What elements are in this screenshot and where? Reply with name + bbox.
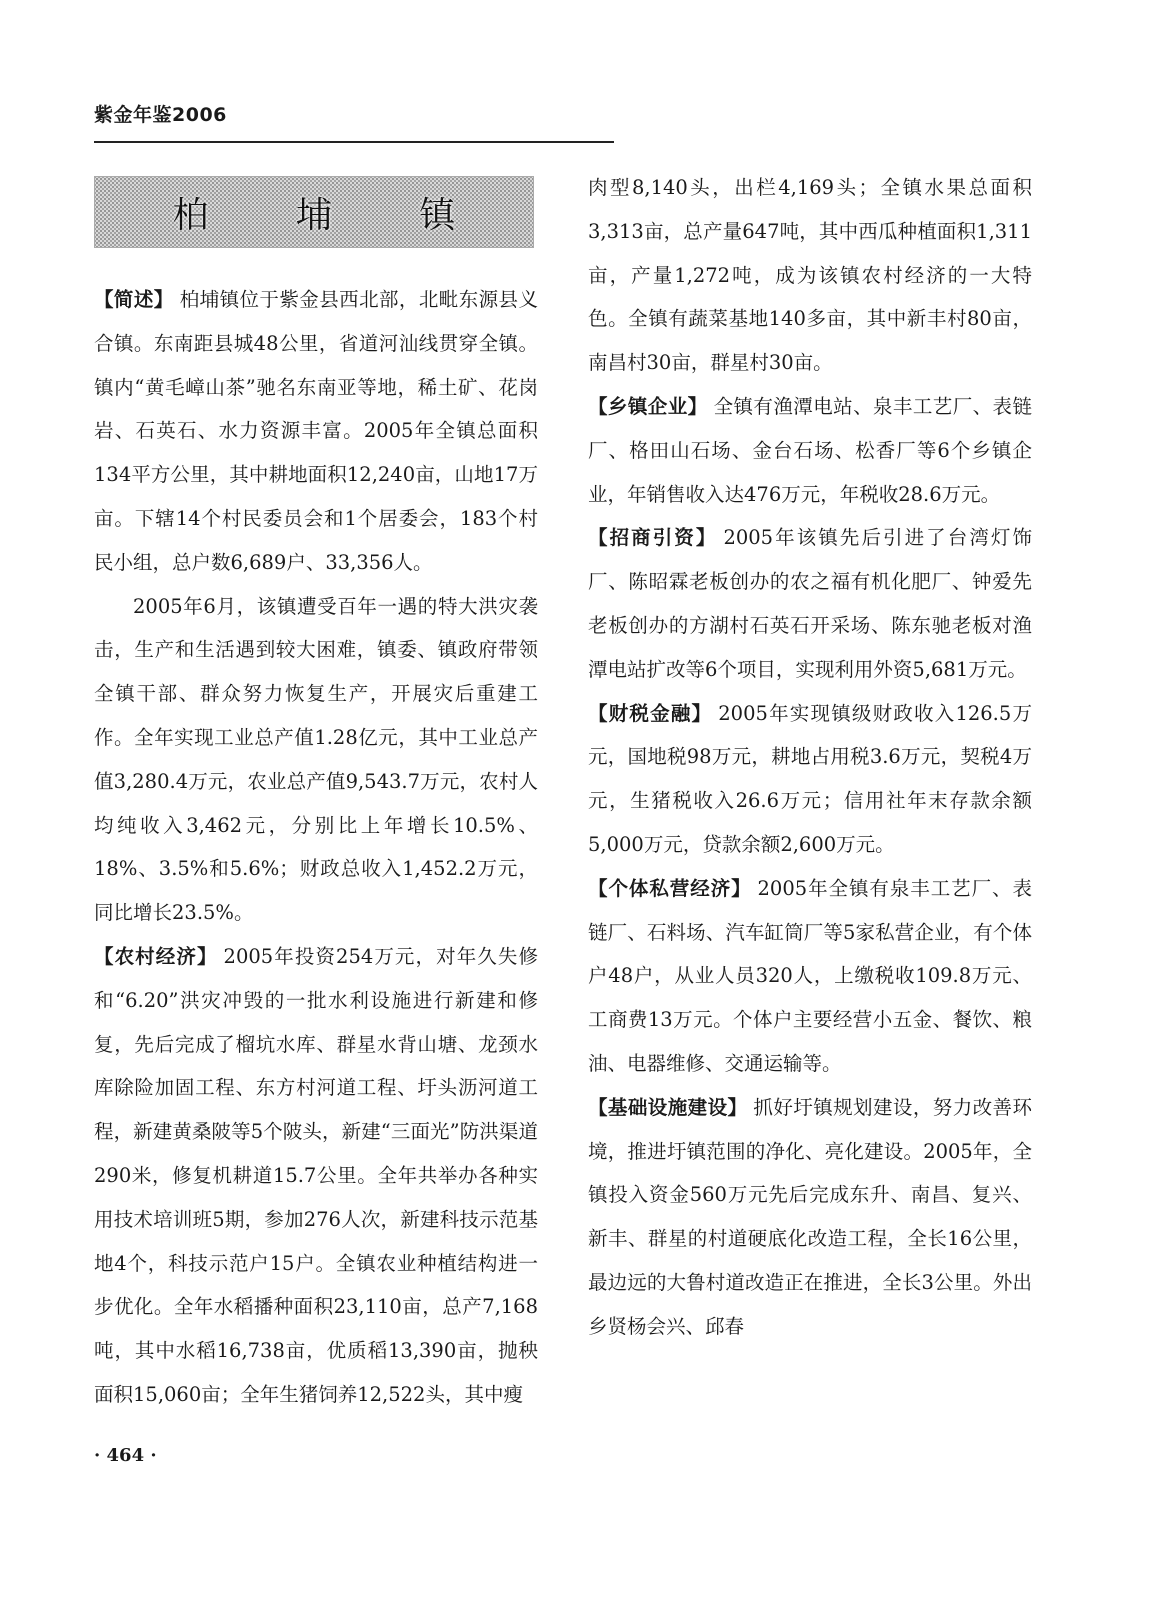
paragraph-text: 2005年该镇先后引进了台湾灯饰厂、陈昭霖老板创办的农之福有机化肥厂、钟爱先老板创办的方湖村石英石开采场、陈东驰老板对渔潭电站扩改等6个项目，实现利用外资5,681万元。 — [588, 526, 1032, 681]
section-heading: 【财税金融】 — [588, 701, 713, 725]
paragraph-private-economy — [588, 867, 1032, 1086]
section-heading: 【招商引资】 — [588, 526, 718, 550]
section-heading: 【农村经济】 — [94, 944, 218, 968]
section-heading: 【个体私营经济】 — [588, 876, 752, 900]
paragraph-text: 2005年实现镇级财政收入126.5万元，国地税98万元，耕地占用税3.6万元，契税4万元，生猪税收入26.6万元；信用社年末存款余额5,000万元，贷款余额2,600万元。 — [588, 701, 1032, 856]
paragraph-investment — [588, 516, 1032, 691]
article-title: 柏 埔 镇 — [172, 194, 494, 236]
paragraph-text: 柏埔镇位于紫金县西北部，北毗东源县义合镇。东南距县城48公里，省道河汕线贯穿全镇。镇内“黄毛嶂山茶”驰名东南亚等地，稀土矿、花岗岩、石英石、水力资源丰富。2005年全镇总面积134平方公里，其中耕地面积12,240亩，山地17万亩。下辖14个村民委员会和1个居委会，183个村民小组，总户数6,689户、33,356人。 — [94, 288, 538, 574]
paragraph-rural-economy-cont — [588, 166, 1032, 385]
paragraph-overview — [94, 278, 538, 585]
section-heading: 【乡镇企业】 — [588, 394, 708, 418]
left-column — [94, 278, 538, 1417]
paragraph-text: 2005年6月，该镇遭受百年一遇的特大洪灾袭击，生产和生活遇到较大困难，镇委、镇政府带领全镇干部、群众努力恢复生产，开展灾后重建工作。全年实现工业总产值1.28亿元，其中工业总产值3,280.4万元，农业总产值9,543.7万元，农村人均纯收入3,462元，分别比上年增长10.5%、18%、3.5%和5.6%；财政总收入1,452.2万元，同比增长23.5%。 — [94, 594, 538, 925]
paragraph-text: 2005年全镇有泉丰工艺厂、表链厂、石料场、汽车缸筒厂等5家私营企业，有个体户48户，从业人员320人，上缴税收109.8万元、工商费13万元。个体户主要经营小五金、餐饮、粮油、电器维修、交通运输等。 — [588, 876, 1032, 1075]
paragraph-finance — [588, 692, 1032, 867]
running-header: 紫金年鉴2006 — [94, 104, 227, 126]
paragraph-text: 肉型8,140头，出栏4,169头；全镇水果总面积3,313亩，总产量647吨，其中西瓜种植面积1,311亩，产量1,272吨，成为该镇农村经济的一大特色。全镇有蔬菜基地140多亩，其中新丰村80亩，南昌村30亩，群星村30亩。 — [588, 176, 1032, 375]
section-heading: 【简述】 — [94, 288, 174, 311]
paragraph-infrastructure — [588, 1086, 1032, 1349]
header-rule — [94, 141, 614, 143]
paragraph-text: 2005年投资254万元，对年久失修和“6.20”洪灾冲毁的一批水利设施进行新建和修复，先后完成了榴坑水库、群星水背山塘、龙颈水库除险加固工程、东方村河道工程、圩头沥河道工程，新建黄桑陂等5个陂头，新建“三面光”防洪渠道290米，修复机耕道15.7公里。全年共举办各种实用技术培训班5期，参加276人次，新建科技示范基地4个，科技示范户15户。全镇农业种植结构进一步优化。全年水稻播种面积23,110亩，总产7,168吨，其中水稻16,738亩，优质稻13,390亩，抛秧面积15,060亩；全年生猪饲养12,522头，其中瘦 — [94, 944, 538, 1406]
paragraph-text: 抓好圩镇规划建设，努力改善环境，推进圩镇范围的净化、亮化建设。2005年，全镇投入资金560万元先后完成东升、南昌、复兴、新丰、群星的村道硬底化改造工程，全长16公里，最边远的大鲁村道改造正在推进，全长3公里。外出乡贤杨会兴、邱春 — [588, 1095, 1032, 1338]
article-title-box — [94, 176, 534, 248]
paragraph-township-enterprises — [588, 385, 1032, 516]
paragraph-flood-recovery — [94, 585, 538, 935]
paragraph-rural-economy — [94, 935, 538, 1417]
right-column — [588, 166, 1032, 1349]
paragraph-text: 全镇有渔潭电站、泉丰工艺厂、表链厂、格田山石场、金台石场、松香厂等6个乡镇企业，年销售收入达476万元，年税收28.6万元。 — [588, 394, 1032, 506]
section-heading: 【基础设施建设】 — [588, 1095, 748, 1119]
page-number: · 464 · — [94, 1445, 157, 1466]
